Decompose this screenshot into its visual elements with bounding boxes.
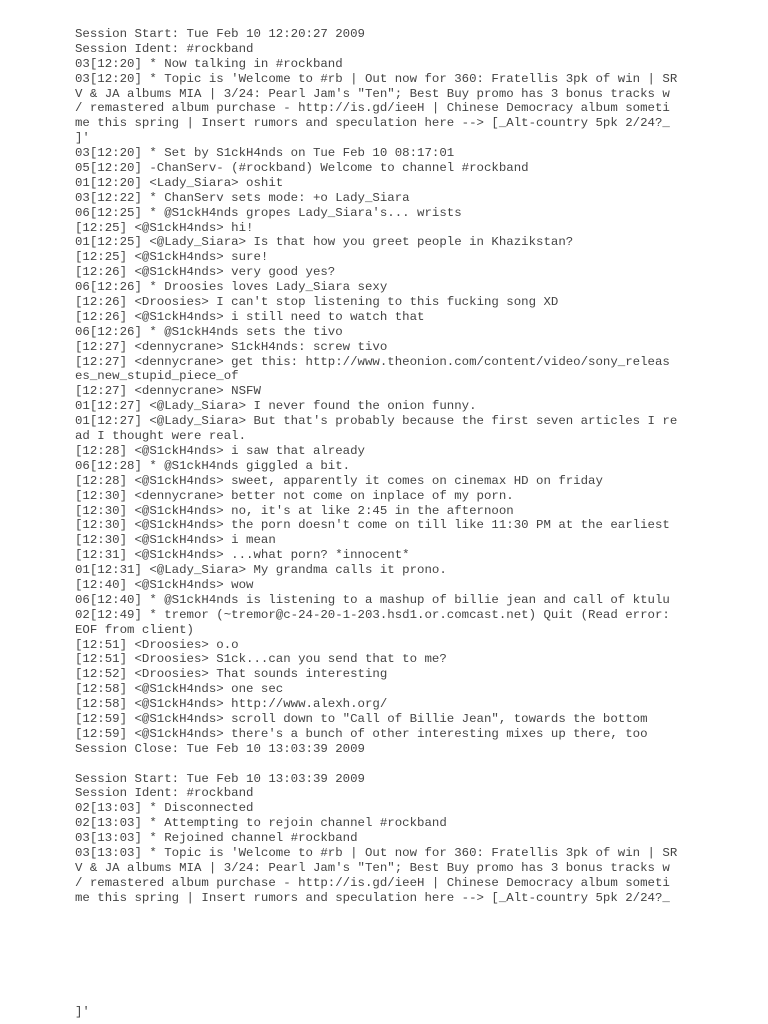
log-line: [12:40] <@S1ckH4nds> wow xyxy=(75,577,254,592)
log-line: 02[13:03] * Disconnected xyxy=(75,801,254,816)
log-line: [12:59] <@S1ckH4nds> scroll down to "Call of Billie Jean", towards the bottom xyxy=(75,711,648,726)
log-line: [12:27] <dennycrane> get this: http://www.theonion.com/content/video/sony_releas xyxy=(75,354,670,369)
log-line: V & JA albums MIA | 3/24: Pearl Jam's "Ten"; Best Buy promo has 3 bonus tracks w xyxy=(75,86,670,101)
log-line: me this spring | Insert rumors and speculation here --> [_Alt-country 5pk 2/24?_ xyxy=(75,116,670,131)
log-line: [12:27] <dennycrane> S1ckH4nds: screw tivo xyxy=(75,339,388,354)
log-tail-line: ]' xyxy=(75,1005,90,1019)
log-line: / remastered album purchase - http://is.gd/ieeH | Chinese Democracy album someti xyxy=(75,875,670,890)
log-line: 01[12:27] <@Lady_Siara> I never found the onion funny. xyxy=(75,399,477,414)
log-line: Session Start: Tue Feb 10 13:03:39 2009 xyxy=(75,771,365,786)
log-line: 02[13:03] * Attempting to rejoin channel #rockband xyxy=(75,816,447,831)
log-line: [12:25] <@S1ckH4nds> hi! xyxy=(75,220,254,235)
log-line: 03[12:22] * ChanServ sets mode: +o Lady_Siara xyxy=(75,190,410,205)
log-line: [12:30] <@S1ckH4nds> the porn doesn't come on till like 11:30 PM at the earliest xyxy=(75,518,670,533)
log-line: [12:51] <Droosies> o.o xyxy=(75,637,239,652)
log-line: [12:26] <@S1ckH4nds> very good yes? xyxy=(75,265,336,280)
log-line: es_new_stupid_piece_of xyxy=(75,369,239,384)
log-line: 06[12:25] * @S1ckH4nds gropes Lady_Siara's... wrists xyxy=(75,205,462,220)
log-line: V & JA albums MIA | 3/24: Pearl Jam's "Ten"; Best Buy promo has 3 bonus tracks w xyxy=(75,860,670,875)
log-line: ]' xyxy=(75,131,90,146)
log-line: [12:31] <@S1ckH4nds> ...what porn? *innocent* xyxy=(75,548,410,563)
log-line: [12:30] <@S1ckH4nds> no, it's at like 2:45 in the afternoon xyxy=(75,503,514,518)
log-line: 03[13:03] * Topic is 'Welcome to #rb | Out now for 360: Fratellis 3pk of win | SR xyxy=(75,845,678,860)
log-line: Session Ident: #rockband xyxy=(75,41,254,56)
log-line: / remastered album purchase - http://is.gd/ieeH | Chinese Democracy album someti xyxy=(75,101,670,116)
log-line: Session Start: Tue Feb 10 12:20:27 2009 xyxy=(75,27,365,41)
log-line: [12:26] <Droosies> I can't stop listening to this fucking song XD xyxy=(75,295,559,310)
log-line: [12:58] <@S1ckH4nds> http://www.alexh.org/ xyxy=(75,697,388,712)
log-line xyxy=(75,757,695,772)
log-line: 03[12:20] * Set by S1ckH4nds on Tue Feb 10 08:17:01 xyxy=(75,146,455,161)
log-line: [12:58] <@S1ckH4nds> one sec xyxy=(75,682,284,697)
log-line: me this spring | Insert rumors and speculation here --> [_Alt-country 5pk 2/24?_ xyxy=(75,890,670,905)
log-line: 06[12:26] * Droosies loves Lady_Siara sexy xyxy=(75,280,388,295)
log-line: [12:51] <Droosies> S1ck...can you send that to me? xyxy=(75,652,447,667)
log-line: 01[12:20] <Lady_Siara> oshit xyxy=(75,175,284,190)
log-line: Session Ident: #rockband xyxy=(75,786,254,801)
log-line: 06[12:28] * @S1ckH4nds giggled a bit. xyxy=(75,458,351,473)
log-line: 06[12:40] * @S1ckH4nds is listening to a mashup of billie jean and call of ktulu xyxy=(75,592,670,607)
log-line: [12:27] <dennycrane> NSFW xyxy=(75,384,261,399)
log-line: [12:28] <@S1ckH4nds> i saw that already xyxy=(75,443,365,458)
log-line: ad I thought were real. xyxy=(75,429,247,444)
chat-log xyxy=(75,27,695,906)
log-line: 01[12:25] <@Lady_Siara> Is that how you greet people in Khazikstan? xyxy=(75,235,574,250)
log-line: [12:30] <dennycrane> better not come on inplace of my porn. xyxy=(75,488,514,503)
log-line: [12:30] <@S1ckH4nds> i mean xyxy=(75,533,276,548)
log-line: 06[12:26] * @S1ckH4nds sets the tivo xyxy=(75,324,343,339)
log-line: 01[12:27] <@Lady_Siara> But that's probably because the first seven articles I re xyxy=(75,414,678,429)
log-line: [12:26] <@S1ckH4nds> i still need to watch that xyxy=(75,309,425,324)
log-line: 03[13:03] * Rejoined channel #rockband xyxy=(75,831,358,846)
log-line: [12:52] <Droosies> That sounds interesting xyxy=(75,667,388,682)
log-line: EOF from client) xyxy=(75,622,194,637)
log-line: 01[12:31] <@Lady_Siara> My grandma calls it prono. xyxy=(75,563,447,578)
log-line: [12:25] <@S1ckH4nds> sure! xyxy=(75,250,269,265)
log-line: 03[12:20] * Now talking in #rockband xyxy=(75,56,343,71)
log-line: [12:59] <@S1ckH4nds> there's a bunch of other interesting mixes up there, too xyxy=(75,726,648,741)
log-line: 03[12:20] * Topic is 'Welcome to #rb | Out now for 360: Fratellis 3pk of win | SR xyxy=(75,71,678,86)
log-line: [12:28] <@S1ckH4nds> sweet, apparently it comes on cinemax HD on friday xyxy=(75,473,603,488)
log-line: 05[12:20] -ChanServ- (#rockband) Welcome to channel #rockband xyxy=(75,161,529,176)
log-line: 02[12:49] * tremor (~tremor@c-24-20-1-203.hsd1.or.comcast.net) Quit (Read error: xyxy=(75,607,670,622)
log-line: Session Close: Tue Feb 10 13:03:39 2009 xyxy=(75,741,365,756)
